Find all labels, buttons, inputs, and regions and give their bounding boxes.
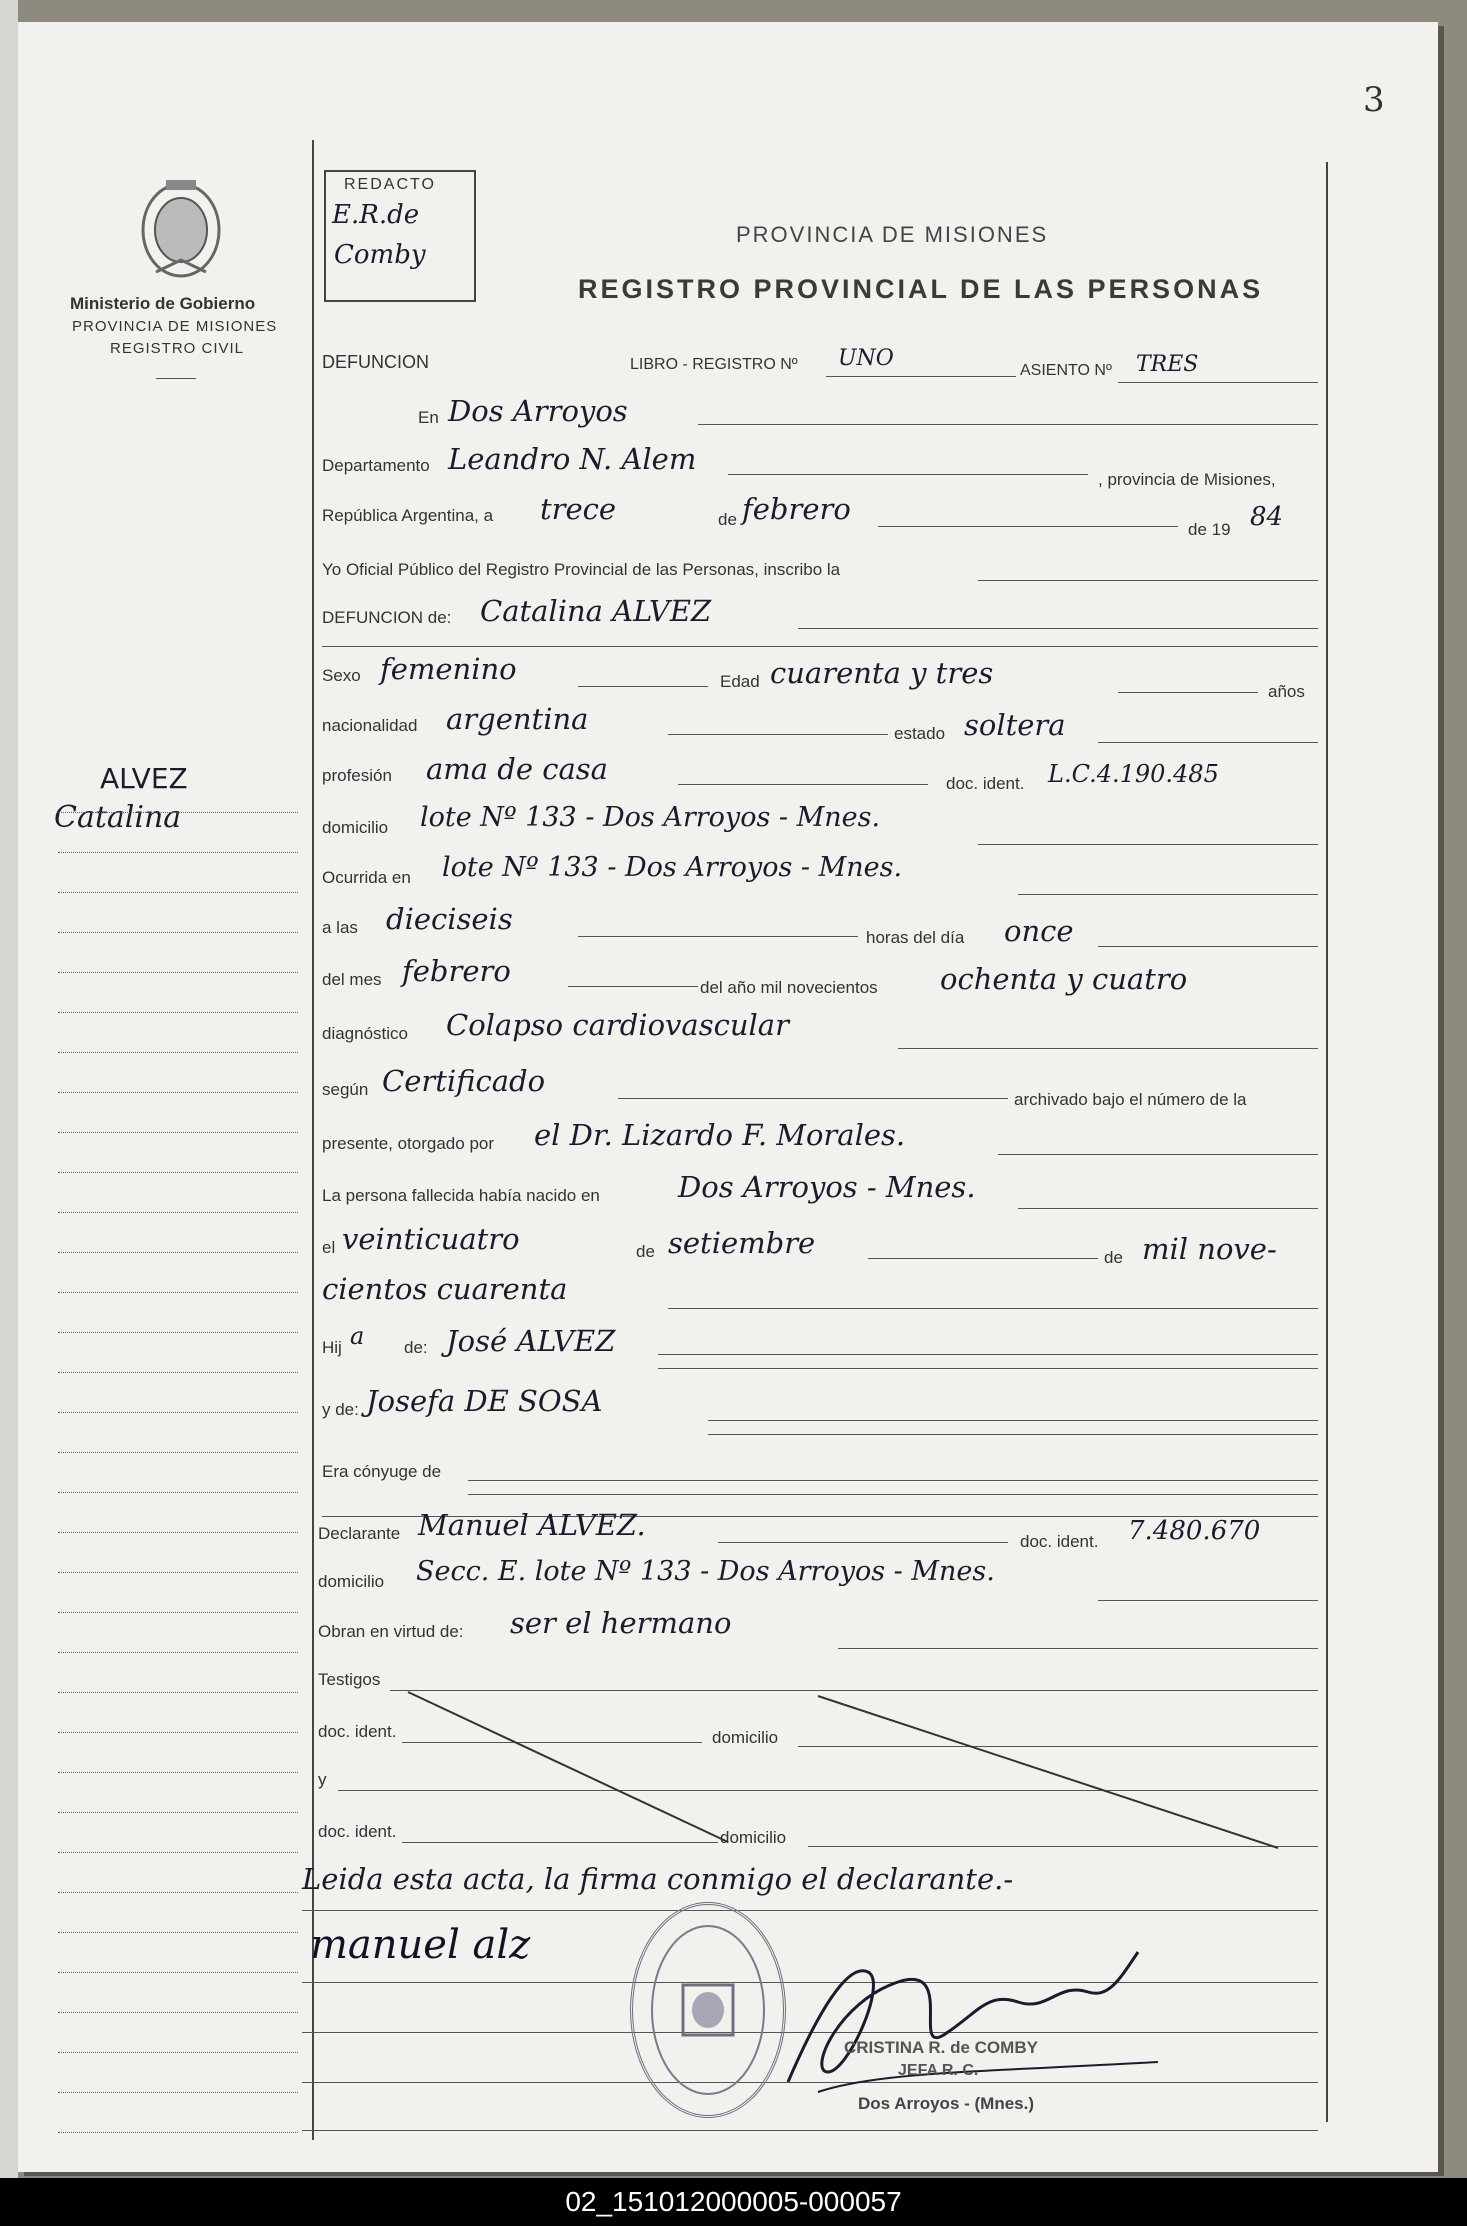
rule [718,1542,1008,1543]
margin-rule [58,1612,298,1613]
official-name: CRISTINA R. de COMBY [844,2038,1038,2057]
binding-edge [0,0,18,2226]
mes-value: febrero [742,492,851,526]
estado-value: soltera [964,708,1066,742]
margin-rule [58,1692,298,1693]
rule [1098,1600,1318,1601]
redacto-initials: E.R.de [332,200,420,230]
del-mes-label: del mes [322,970,382,989]
rule [322,646,1318,647]
margin-rule [58,1452,298,1453]
margin-rule [58,1332,298,1333]
provincia-text: , provincia de Misiones, [1098,470,1276,489]
rule [878,526,1178,527]
rule [668,734,888,735]
declarante-value: Manuel ALVEZ. [418,1508,646,1542]
margin-rule [58,1132,298,1133]
presente-value: el Dr. Lizardo F. Morales. [534,1118,906,1152]
rule [838,1648,1318,1649]
domicilio-label: domicilio [322,818,389,837]
rule [998,1154,1318,1155]
act-type-label: DEFUNCION [322,352,429,372]
anio-muerte-value: ochenta y cuatro [940,962,1188,996]
footer-id: 02_151012000005-000057 [0,2178,1467,2226]
margin-rule [58,1812,298,1813]
margin-rule [58,932,298,933]
margin-rule [58,1092,298,1093]
ministry-label: Ministerio de Gobierno [70,294,256,313]
rule [578,686,708,687]
nacionalidad-value: argentina [446,702,589,736]
void-strike-lines [398,1682,1318,1852]
rule [698,424,1318,425]
rule [826,376,1016,377]
coat-of-arms-icon [136,172,226,282]
en-label: En [418,408,439,427]
sexo-label: Sexo [322,666,361,685]
rule [578,936,858,937]
asiento-label: ASIENTO Nº [1020,362,1112,379]
doc4-label: doc. ident. [318,1822,397,1841]
rule [302,1910,1318,1911]
rule [1118,382,1318,383]
domicilio3-label: domicilio [712,1728,779,1747]
rule [978,844,1318,845]
domicilio2-value: Secc. E. lote Nº 133 - Dos Arroyos - Mnes. [416,1556,995,1587]
rule [728,474,1088,475]
rule [798,628,1318,629]
diagnostico-label: diagnóstico [322,1024,409,1043]
domicilio-value: lote Nº 133 - Dos Arroyos - Mnes. [420,802,881,833]
official-role: JEFA R. C. [898,2062,979,2079]
margin-rule [58,2092,298,2093]
nac-mes-value: setiembre [668,1226,816,1260]
diagnostico-value: Colapso cardiovascular [446,1008,789,1042]
form-left-border [312,140,314,2140]
y-label: y [318,1770,327,1789]
profesion-label: profesión [322,766,392,785]
rule [678,784,928,785]
doc2-label: doc. ident. [1020,1532,1099,1551]
libro-label: LIBRO - REGISTRO Nº [630,356,798,373]
header-province: PROVINCIA DE MISIONES [736,222,1049,247]
nac-anio-value-2: cientos cuarenta [322,1272,568,1306]
margin-rule [58,1052,298,1053]
oficial-text: Yo Oficial Público del Registro Provincial de las Personas, inscribo la [322,560,841,579]
madre-value: Josefa DE SOSA [366,1384,603,1418]
anio-value: 84 [1250,502,1284,532]
margin-rule [58,1292,298,1293]
departamento-value: Leandro N. Alem [448,442,697,476]
rule [868,1258,1098,1259]
rule [468,1494,1318,1495]
hij-label: Hij [322,1338,342,1357]
margin-rule [58,1732,298,1733]
province-label: PROVINCIA DE MISIONES [72,318,278,335]
anio-label: de 19 [1188,520,1231,539]
margin-rule [58,1972,298,1973]
horas-label: horas del día [866,928,965,947]
ocurrida-value: lote Nº 133 - Dos Arroyos - Mnes. [442,852,903,883]
conyuge-label: Era cónyuge de [322,1462,442,1481]
redacto-box [324,170,476,302]
rule [658,1368,1318,1369]
segun-label: según [322,1080,369,1099]
padre-value: José ALVEZ [446,1324,616,1358]
ocurrida-label: Ocurrida en [322,868,411,887]
margin-rule [58,1772,298,1773]
margin-rule [58,1852,298,1853]
del-anio-label: del año mil novecientos [700,978,878,997]
margin-rule [58,892,298,893]
registry-label: REGISTRO CIVIL [110,340,245,357]
dia-muerte-value: once [1004,914,1074,948]
margin-rule [58,1372,298,1373]
nac-dia-value: veinticuatro [342,1222,520,1256]
profesion-value: ama de casa [426,752,608,786]
rule [568,986,698,987]
obran-label: Obran en virtud de: [318,1622,464,1641]
document-page [18,22,1438,2172]
doc2-value: 7.480.670 [1128,1516,1261,1546]
rule [618,1098,1008,1099]
page-number: 3 [1363,80,1385,120]
margin-rule [58,1492,298,1493]
rule [1098,946,1318,947]
libro-value: UNO [838,346,894,371]
margin-rule [58,1172,298,1173]
domicilio2-label: domicilio [318,1572,385,1591]
redacto-label: REDACTO [344,176,436,193]
mes-muerte-value: febrero [402,954,511,988]
y-de-label: y de: [322,1400,359,1419]
margin-surname: ALVEZ [100,762,188,795]
margin-rule [58,1892,298,1893]
rule [1118,692,1258,693]
edad-label: Edad [720,672,760,691]
form-right-border [1326,162,1328,2122]
margin-given-name: Catalina [54,800,182,835]
rule [1098,742,1318,743]
divider [156,378,196,379]
a-las-label: a las [322,918,358,937]
defuncion-de-value: Catalina ALVEZ [480,594,712,628]
hij-de-label: de: [404,1338,428,1357]
testigos-label: Testigos [318,1670,381,1689]
margin-rule [58,852,298,853]
defuncion-de-label: DEFUNCION de: [322,608,452,627]
edad-value: cuarenta y tres [770,656,994,690]
official-place: Dos Arroyos - (Mnes.) [858,2094,1035,2113]
nacionalidad-label: nacionalidad [322,716,418,735]
margin-rule [58,1572,298,1573]
declarant-signature: manuel alz [310,1922,531,1968]
rule [658,1354,1318,1355]
obran-value: ser el hermano [510,1606,732,1640]
rule [668,1308,1318,1309]
en-value: Dos Arroyos [448,394,628,428]
rule [708,1434,1318,1435]
rule [978,580,1318,581]
nac-de2-label: de [1104,1248,1123,1267]
rule [302,2130,1318,2131]
leida-text: Leida esta acta, la firma conmigo el declarante.- [302,1862,1014,1896]
margin-rule [58,1932,298,1933]
header-title: REGISTRO PROVINCIAL DE LAS PERSONAS [578,274,1264,304]
nac-de-label: de [636,1242,655,1261]
archivado-text: archivado bajo el número de la [1014,1090,1247,1109]
margin-rule [58,1252,298,1253]
rule [468,1480,1318,1481]
margin-rule [58,1652,298,1653]
margin-rule [58,1012,298,1013]
hij-value: a [350,1322,365,1350]
estado-label: estado [894,724,946,743]
redacto-name: Comby [334,240,426,270]
rule [898,1048,1318,1049]
asiento-value: TRES [1136,352,1199,377]
margin-rule [58,2012,298,2013]
margin-rule [58,2052,298,2053]
hora-value: dieciseis [386,902,513,936]
el-label: el [322,1238,336,1257]
sexo-value: femenino [380,652,517,686]
nacido-value: Dos Arroyos - Mnes. [678,1170,976,1204]
margin-rule [58,1212,298,1213]
dia-value: trece [540,492,617,526]
doc-value: L.C.4.190.485 [1048,760,1219,788]
presente-label: presente, otorgado por [322,1134,495,1153]
republica-label: República Argentina, a [322,506,494,525]
de-label: de [718,510,737,529]
official-signature-icon [758,1922,1188,2112]
nac-anio-value-1: mil nove- [1142,1232,1277,1266]
margin-rule [58,1532,298,1533]
margin-rule [58,972,298,973]
segun-value: Certificado [382,1064,546,1098]
departamento-label: Departamento [322,456,430,475]
domicilio4-label: domicilio [720,1828,787,1847]
anos-label: años [1268,682,1305,701]
nacido-label: La persona fallecida había nacido en [322,1186,600,1205]
rule [1018,894,1318,895]
rule [708,1420,1318,1421]
rule [1018,1208,1318,1209]
declarante-label: Declarante [318,1524,401,1543]
margin-rule [58,2132,298,2133]
doc3-label: doc. ident. [318,1722,397,1741]
margin-rule [58,812,298,813]
doc-label: doc. ident. [946,774,1025,793]
margin-rule [58,1412,298,1413]
